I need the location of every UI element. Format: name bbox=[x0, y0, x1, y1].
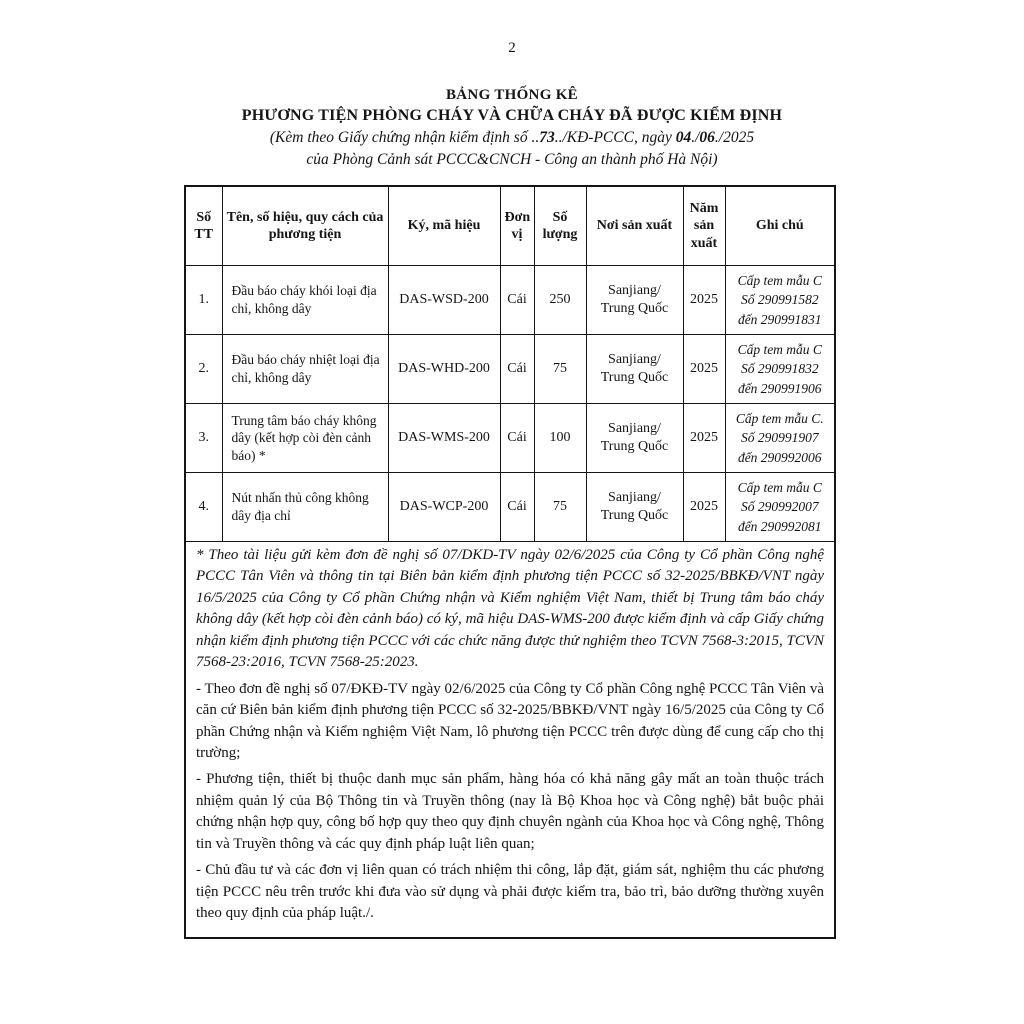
cell-year: 2025 bbox=[683, 266, 725, 335]
note-line2: Số 290991907 bbox=[740, 430, 819, 446]
header-cell-note: Ghi chú bbox=[725, 186, 835, 266]
header-cell-origin: Nơi sản xuất bbox=[586, 186, 683, 266]
table-row bbox=[185, 404, 835, 473]
origin-line1: Sanjiang/ bbox=[608, 489, 661, 505]
note-paragraph-request: - Theo đơn đề nghị số 07/ĐKĐ-TV ngày 02/6/2025 của Công ty Cổ phần Công nghệ PCCC Tân Viên và căn cứ Biên bản kiểm định phương tiện PCCC số 32-2025/BBKĐ/VNT ngày 16/5/2025 của Công ty Cổ phần Chứng nhận và Kiểm nghiệm Việt Nam, lô phương tiện PCCC trên được dùng để cung cấp cho thị trường; bbox=[196, 680, 824, 761]
cell-note bbox=[725, 404, 835, 473]
note-line1: Cấp tem mẫu C bbox=[737, 341, 822, 357]
cell-note bbox=[725, 266, 835, 335]
origin-line1: Sanjiang/ bbox=[608, 351, 661, 367]
header-cell-year: Năm sản xuất bbox=[683, 186, 725, 266]
cell-equipment-name: Nút nhấn thủ công không dây địa chỉ bbox=[222, 473, 388, 542]
cell-year: 2025 bbox=[683, 335, 725, 404]
note-paragraph-asterisk: * Theo tài liệu gửi kèm đơn đề nghị số 07/DKD-TV ngày 02/6/2025 của Công ty Cổ phần Công nghệ PCCC Tân Viên và thông tin tại Biên bản kiểm định phương tiện PCCC số 32-2025/BBKĐ/VNT ngày 16/5/2025 của Công ty Cổ phần Chứng nhận và Kiểm nghiệm Việt Nam, thiết bị Trung tâm báo cháy không dây (kết hợp còi đèn cảnh báo) có ký, mã hiệu DAS-WMS-200 được kiểm định và cấp Giấy chứng nhận kiểm định phương tiện PCCC với các chức năng được thử nghiệm theo TCVN 7568-3:2015, TCVN 7568-23:2016, TCVN 7568-25:2023. bbox=[196, 547, 824, 671]
cell-qty: 100 bbox=[534, 404, 586, 473]
cell-model: DAS-WSD-200 bbox=[388, 266, 500, 335]
note-line2: Số 290991832 bbox=[740, 361, 819, 377]
header-cell-model: Ký, mã hiệu bbox=[388, 186, 500, 266]
cell-origin bbox=[586, 473, 683, 542]
document-title-line1: BẢNG THỐNG KÊ bbox=[446, 87, 578, 103]
notes-cell bbox=[185, 542, 835, 939]
note-paragraph-responsibility: - Chủ đầu tư và các đơn vị liên quan có trách nhiệm thi công, lắp đặt, giám sát, nghiệm thu các phương tiện PCCC nêu trên trước khi đưa vào sử dụng và phải được kiểm tra, bảo trì, bảo dưỡng thường xuyên theo quy định của pháp luật./. bbox=[196, 862, 824, 921]
note-paragraph-regulation: - Phương tiện, thiết bị thuộc danh mục sản phẩm, hàng hóa có khả năng gây mất an toàn thuộc trách nhiệm quản lý của Bộ Thông tin và Truyền thông (nay là Bộ Khoa học và Công nghệ) bắt buộc phải chứng nhận hợp quy, công bố hợp quy theo quy định chuyên ngành của Khoa học và Công nghệ, Thông tin và Truyền thông và các quy định pháp luật liên quan; bbox=[196, 771, 824, 852]
cell-year: 2025 bbox=[683, 473, 725, 542]
origin-line2: Trung Quốc bbox=[600, 439, 669, 454]
header-cell-name: Tên, số hiệu, quy cách của phương tiện bbox=[222, 186, 388, 266]
note-line3: đến 290992081 bbox=[737, 518, 822, 534]
cell-unit: Cái bbox=[500, 335, 534, 404]
cell-equipment-name: Trung tâm báo cháy không dây (kết hợp còi đèn cảnh báo) * bbox=[222, 404, 388, 473]
subtitle-mid: ../KĐ-PCCC, ngày bbox=[554, 129, 676, 147]
cell-model: DAS-WCP-200 bbox=[388, 473, 500, 542]
cell-stt: 4. bbox=[185, 473, 222, 542]
cell-model: DAS-WMS-200 bbox=[388, 404, 500, 473]
table-row bbox=[185, 473, 835, 542]
cell-unit: Cái bbox=[500, 404, 534, 473]
certificate-month: 06 bbox=[699, 129, 715, 147]
page-number: 2 bbox=[508, 40, 516, 56]
note-line1: Cấp tem mẫu C bbox=[737, 479, 822, 495]
note-line2: Số 290992007 bbox=[740, 499, 819, 515]
note-line3: đến 290992006 bbox=[737, 449, 822, 465]
cell-equipment-name: Đầu báo cháy khói loại địa chỉ, không dây bbox=[222, 266, 388, 335]
cell-unit: Cái bbox=[500, 473, 534, 542]
table-row bbox=[185, 266, 835, 335]
document-subtitle-line2: của Phòng Cảnh sát PCCC&CNCH - Công an thành phố Hà Nội) bbox=[306, 151, 718, 169]
certificate-day: 04 bbox=[675, 129, 692, 147]
cell-qty: 75 bbox=[534, 473, 586, 542]
certificate-number: 73 bbox=[539, 129, 555, 147]
document-title-line2: PHƯƠNG TIỆN PHÒNG CHÁY VÀ CHỮA CHÁY ĐÃ ĐƯỢC KIỂM ĐỊNH bbox=[241, 106, 783, 124]
cell-qty: 75 bbox=[534, 335, 586, 404]
note-line1: Cấp tem mẫu C bbox=[737, 272, 822, 288]
table-row bbox=[185, 335, 835, 404]
origin-line1: Sanjiang/ bbox=[608, 282, 661, 298]
cell-note bbox=[725, 473, 835, 542]
cell-stt: 3. bbox=[185, 404, 222, 473]
cell-year: 2025 bbox=[683, 404, 725, 473]
origin-line1: Sanjiang/ bbox=[608, 420, 661, 436]
cell-equipment-name: Đầu báo cháy nhiệt loại địa chỉ, không dây bbox=[222, 335, 388, 404]
cell-qty: 250 bbox=[534, 266, 586, 335]
origin-line2: Trung Quốc bbox=[600, 301, 669, 316]
header-cell-unit: Đơn vị bbox=[500, 186, 534, 266]
equipment-table bbox=[184, 185, 836, 939]
header-cell-stt: Số TT bbox=[185, 186, 222, 266]
subtitle-prefix: (Kèm theo Giấy chứng nhận kiểm định số .. bbox=[269, 129, 540, 147]
origin-line2: Trung Quốc bbox=[600, 370, 669, 385]
table-notes-row bbox=[185, 542, 835, 939]
document-header bbox=[0, 86, 1024, 171]
document-subtitle-line1 bbox=[0, 128, 1024, 148]
subtitle-sep2: ./2025 bbox=[714, 129, 755, 147]
note-line2: Số 290991582 bbox=[740, 292, 819, 308]
cell-note bbox=[725, 335, 835, 404]
note-line1: Cấp tem mẫu C. bbox=[735, 410, 824, 426]
note-line3: đến 290991831 bbox=[737, 311, 822, 327]
cell-stt: 2. bbox=[185, 335, 222, 404]
cell-origin bbox=[586, 335, 683, 404]
cell-model: DAS-WHD-200 bbox=[388, 335, 500, 404]
cell-origin bbox=[586, 404, 683, 473]
table-header-row bbox=[185, 186, 835, 266]
cell-origin bbox=[586, 266, 683, 335]
note-line3: đến 290991906 bbox=[737, 380, 822, 396]
cell-stt: 1. bbox=[185, 266, 222, 335]
origin-line2: Trung Quốc bbox=[600, 508, 669, 523]
header-cell-qty: Số lượng bbox=[534, 186, 586, 266]
cell-unit: Cái bbox=[500, 266, 534, 335]
subtitle-sep1: ./ bbox=[691, 129, 700, 147]
